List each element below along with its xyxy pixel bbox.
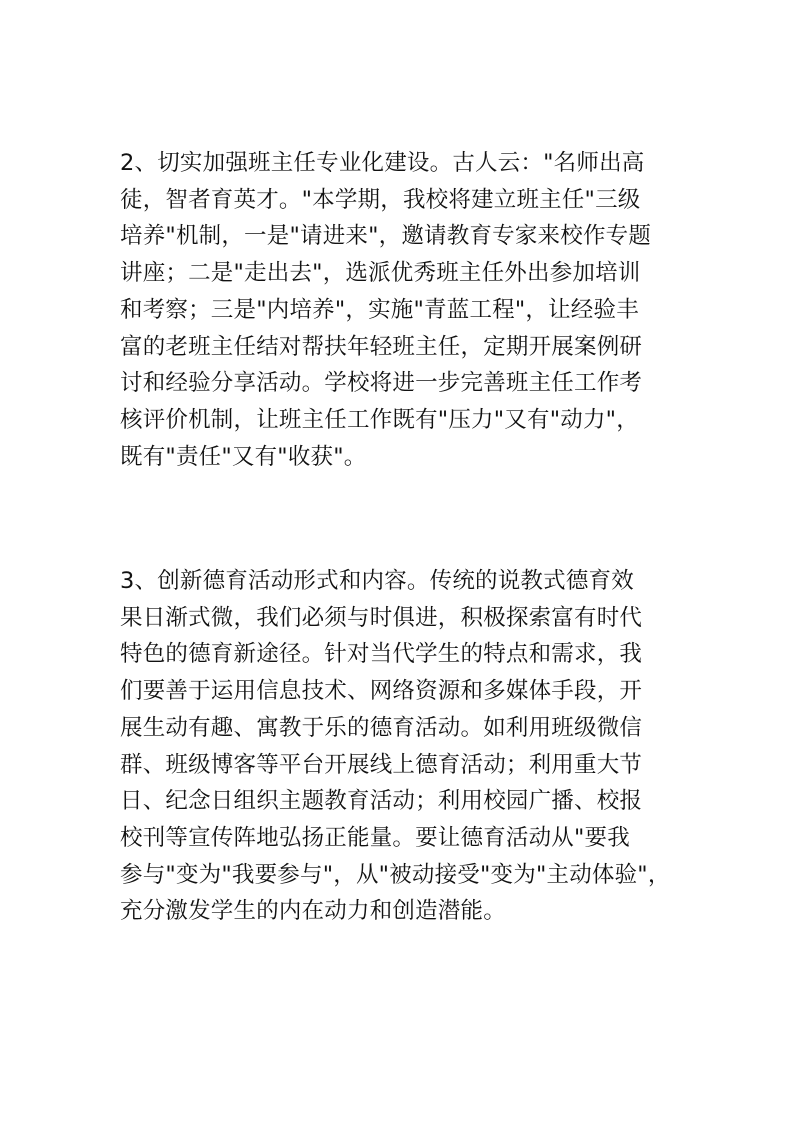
paragraph-moral-education-activities: [120, 563, 690, 930]
text-line: 讲座；二是"走出去"，选派优秀班主任外出参加培训: [120, 260, 641, 287]
text-line: 核评价机制，让班主任工作既有"压力"又有"动力"，: [120, 406, 639, 433]
text-line: 展生动有趣、寓教于乐的德育活动。如利用班级微信: [120, 714, 643, 741]
text-line: 徒，智者育英才。"本学期，我校将建立班主任"三级: [120, 186, 641, 213]
text-line: 参与"变为"我要参与"，从"被动接受"变为"主动体验"，: [120, 861, 671, 888]
text-line: 充分激发学生的内在动力和创造潜能。: [120, 898, 506, 925]
text-line: 特色的德育新途径。针对当代学生的特点和需求，我: [120, 641, 643, 668]
text-line: 和考察；三是"内培养"，实施"青蓝工程"，让经验丰: [120, 296, 639, 323]
paragraph-class-teacher-training: [120, 145, 690, 475]
text-line: 培养"机制，一是"请进来"，邀请教育专家来校作专题: [120, 223, 652, 250]
text-line: 既有"责任"又有"收获"。: [120, 443, 367, 470]
text-line: 果日渐式微，我们必须与时俱进，积极探索富有时代: [120, 604, 643, 631]
text-line: 2、切实加强班主任专业化建设。古人云："名师出高: [120, 150, 645, 176]
text-line: 日、纪念日组织主题教育活动；利用校园广播、校报: [120, 788, 643, 815]
text-line: 讨和经验分享活动。学校将进一步完善班主任工作考: [120, 370, 643, 397]
text-line: 3、创新德育活动形式和内容。传统的说教式德育效: [120, 568, 634, 594]
text-line: 富的老班主任结对帮扶年轻班主任，定期开展案例研: [120, 333, 643, 360]
text-line: 群、班级博客等平台开展线上德育活动；利用重大节: [120, 751, 643, 778]
text-line: 校刊等宣传阵地弘扬正能量。要让德育活动从"要我: [120, 824, 630, 851]
text-line: 们要善于运用信息技术、网络资源和多媒体手段，开: [120, 678, 643, 705]
